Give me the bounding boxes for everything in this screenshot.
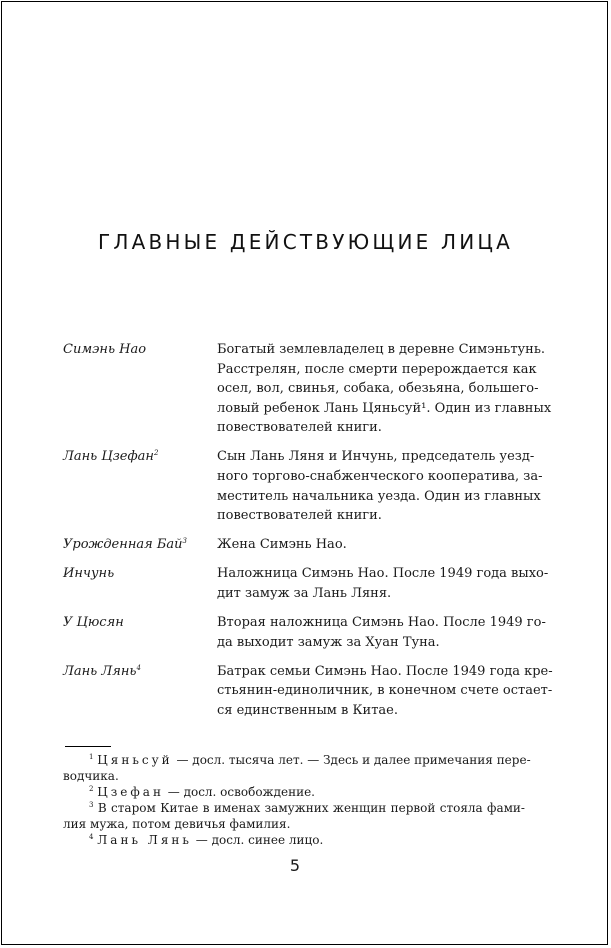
character-description <box>217 447 543 525</box>
footnote-ref: 2 <box>153 449 159 458</box>
description-line: повествователей книги. <box>217 420 382 436</box>
page-number: 5 <box>289 856 301 875</box>
description-line: Сын Лань Ляня и Инчунь, председатель уезд- <box>217 449 535 465</box>
description-line: Батрак семьи Симэнь Нао. После 1949 года кре- <box>217 663 553 679</box>
description-line: Богатый землевладелец в деревне Симэньтунь. <box>217 342 546 357</box>
character-name-text: Лань Цзефан <box>63 449 154 465</box>
footnote-term: Цзефан <box>97 785 164 799</box>
character-list <box>63 340 553 730</box>
description-line: Расстрелян, после смерти перерождается как <box>217 361 537 377</box>
description-line: Наложница Симэнь Нао. После 1949 года выхо- <box>217 566 549 582</box>
character-entry <box>63 535 525 555</box>
character-name-text: Инчунь <box>63 566 115 582</box>
description-line: осел, вол, свинья, собака, обезьяна, большего- <box>217 381 539 397</box>
description-line: да выходит замуж за Хуан Туна. <box>217 634 440 650</box>
character-entry <box>63 662 553 721</box>
footnote-text: — досл. тысяча лет. — Здесь и далее примечания пере- <box>176 753 531 767</box>
footnote-text: — досл. синее лицо. <box>195 833 324 847</box>
footnote-ref: 4 <box>136 663 141 672</box>
character-name <box>63 613 217 652</box>
footnote-text: лия мужа, потом девичья фамилия. <box>63 817 291 831</box>
character-name <box>63 447 217 525</box>
character-entry <box>63 564 549 603</box>
footnote-number: 2 <box>89 785 94 793</box>
character-description <box>217 564 549 603</box>
footnote-term: Цяньсуй <box>97 753 173 767</box>
character-description <box>217 613 546 652</box>
character-description <box>217 535 525 555</box>
footnote-line <box>63 800 525 816</box>
footnote-number: 1 <box>89 753 94 761</box>
footnote-text: водчика. <box>63 769 119 783</box>
description-line: ного торгово-снабженческого кооператива, за- <box>217 469 543 485</box>
footnote-text: — досл. освобождение. <box>167 785 315 799</box>
footnote-line <box>63 768 525 784</box>
character-name <box>63 535 217 555</box>
character-name-text: У Цюсян <box>63 615 124 631</box>
footnote-rule <box>65 746 111 747</box>
description-line: дит замуж за Лань Ляня. <box>217 586 392 602</box>
footnote-number: 3 <box>89 801 94 809</box>
character-entry <box>63 447 543 525</box>
character-name-text: Урожденная Бай <box>63 537 183 553</box>
character-description <box>217 340 552 438</box>
character-name <box>63 662 217 721</box>
footnote-line <box>63 784 525 800</box>
page-title: ГЛАВНЫЕ ДЕЙСТВУЮЩИЕ ЛИЦА <box>97 230 514 254</box>
description-line: повествователей книги. <box>217 508 382 524</box>
character-entry <box>63 340 552 438</box>
footnotes <box>63 752 531 848</box>
footnote-number: 4 <box>89 833 94 841</box>
footnote-line <box>63 832 525 848</box>
character-entry <box>63 613 546 652</box>
description-line: Вторая наложница Симэнь Нао. После 1949 го- <box>217 615 546 631</box>
description-line: меститель начальника уезда. Один из главных <box>217 488 541 504</box>
description-line: Жена Симэнь Нао. <box>217 537 347 553</box>
footnote-term: Лань Лянь <box>97 833 192 847</box>
character-name <box>63 564 217 603</box>
description-line: ловый ребенок Лань Цяньсуй¹. Один из главных <box>217 400 552 416</box>
footnote-ref: 3 <box>182 537 188 546</box>
character-name-text: Симэнь Нао <box>63 342 147 357</box>
footnote-text: В старом Китае в именах замужних женщин первой стояла фами- <box>97 801 525 815</box>
character-name-text: Лань Лянь <box>63 663 137 679</box>
character-name <box>63 340 217 438</box>
footnote-line <box>63 752 531 768</box>
description-line: ся единственным в Китае. <box>217 703 398 718</box>
character-description <box>217 662 553 721</box>
description-line: стьянин-единоличник, в конечном счете остает- <box>217 683 553 699</box>
footnote-line <box>63 816 525 832</box>
